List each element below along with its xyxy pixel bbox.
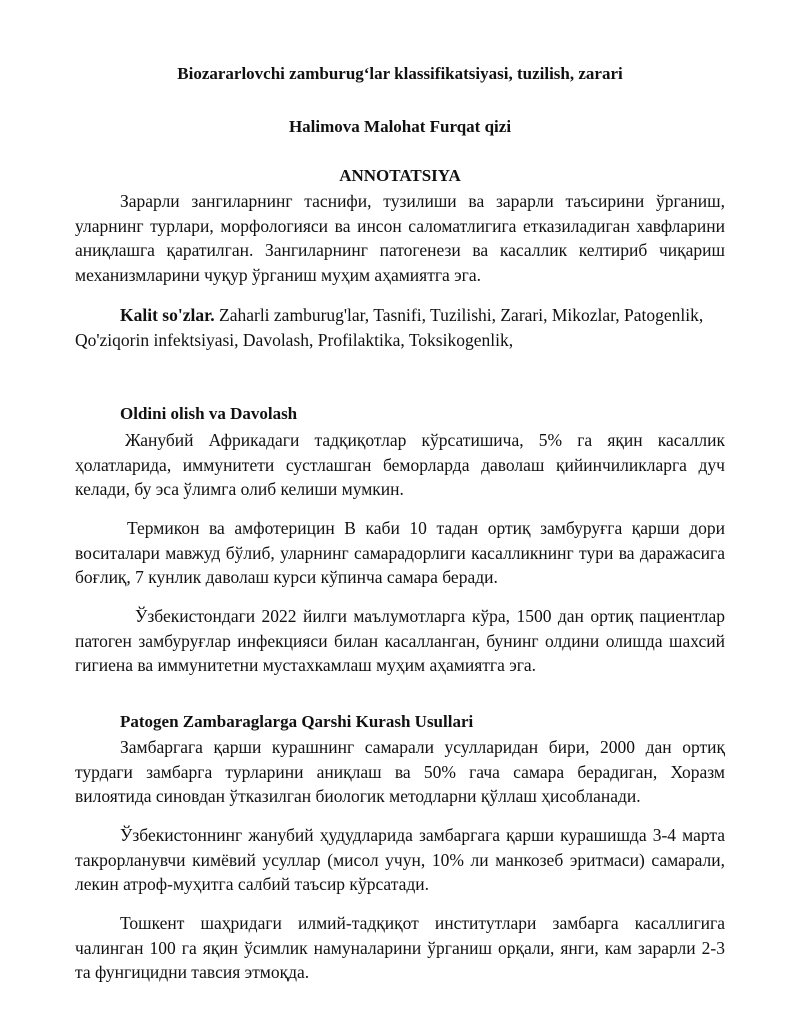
keywords-paragraph	[75, 303, 725, 352]
section1-paragraph-1: Жанубий Африкадаги тадқиқотлар кўрсатишича, 5% га яқин касаллик ҳолатларида, иммунитети сустлашган беморларда даволаш қийинчиликларга дуч келади, бу эса ўлимга олиб келиши мумкин.	[75, 430, 725, 499]
abstract-heading: ANNOTATSIYA	[339, 166, 461, 185]
keywords-label: Kalit so'zlar.	[120, 305, 215, 325]
paper-title: Biozararlovchi zamburug‘lar klassifikatsiyasi, tuzilish, zarari	[177, 64, 623, 83]
section-heading-control-methods: Patogen Zambaraglarga Qarshi Kurash Usullari	[120, 712, 474, 731]
section1-paragraph-2: Термикон ва амфотерицин В каби 10 тадан ортиқ замбуруғга қарши дори воситалари мавжуд бўлиб, уларнинг самарадорлиги касалликнинг тури ва даражасига боғлиқ, 7 кунлик даволаш курси кўпинча самара беради.	[75, 518, 725, 587]
section1-paragraph-3: Ўзбекистондаги 2022 йилги маълумотларга кўра, 1500 дан ортиқ пациентлар патоген замбуруғлар инфекцияси билан касалланган, бунинг олдини олишда шахсий гигиена ва иммунитетни мустахкамлаш муҳим аҳамиятга эга.	[75, 606, 725, 675]
section2-paragraph-1: Замбаргага қарши курашнинг самарали усулларидан бири, 2000 дан ортиқ турдаги замбарга турларини аниқлаш ва 50% гача самара берадиган, Хоразм вилоятида синовдан ўтказилган биологик методларни қўллаш ҳисобланади.	[75, 737, 725, 806]
section2-paragraph-3: Тошкент шаҳридаги илмий-тадқиқот институтлари замбарга касаллигига чалинган 100 га яқин ўсимлик намуналарини ўрганиш орқали, янги, кам зарарли 2-3 та фунгицидни тавсия этмоқда.	[75, 913, 725, 982]
section2-paragraph-2: Ўзбекистоннинг жанубий ҳудудларида замбаргага қарши курашишда 3-4 марта такрорланувчи кимёвий усуллар (мисол учун, 10% ли манкозеб эритмаси) самарали, лекин атроф-муҳитга салбий таъсир кўрсатади.	[75, 825, 725, 894]
author-name: Halimova Malohat Furqat qizi	[288, 117, 512, 136]
keywords-list: Zaharli zamburug'lar, Tasnifi, Tuzilishi, Zarari, Mikozlar, Patogenlik, Qo'ziqorin infektsiyasi, Davolash, Profilaktika, Toksikogenlik,	[75, 305, 704, 350]
abstract-paragraph: Зарарли зангиларнинг таснифи, тузилиши ва зарарли таъсирини ўрганиш, уларнинг турлари, морфологияси ва инсон саломатлигига етказиладиган хавфларини аниқлашга қаратилган. Зангиларнинг патогенези ва касаллик келтириб чиқариш механизмларини чуқур ўрганиш муҳим аҳамиятга эга.	[75, 191, 725, 285]
section-heading-prevention: Oldini olish va Davolash	[120, 404, 298, 423]
